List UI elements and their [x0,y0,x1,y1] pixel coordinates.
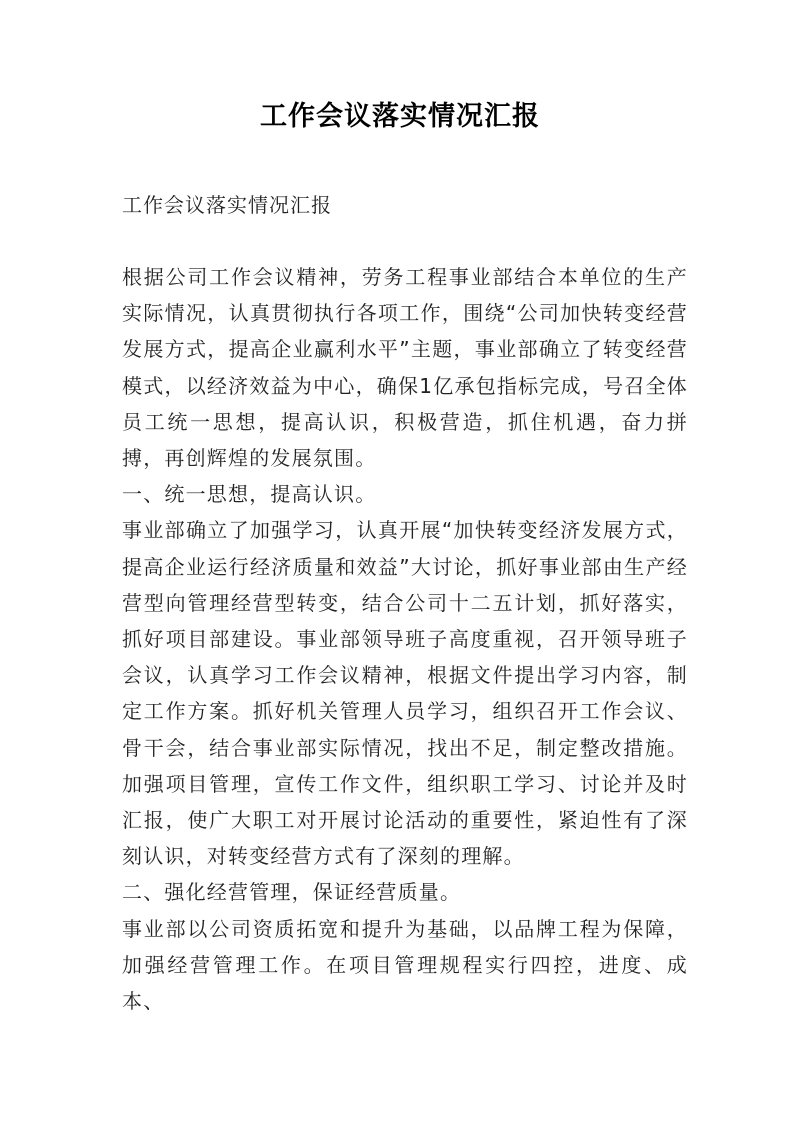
document-subtitle: 工作会议落实情况汇报 [122,193,332,217]
page-title: 工作会议落实情况汇报 [260,101,540,132]
paragraph-section-2: 事业部以公司资质拓宽和提升为基础，以品牌工程为保障，加强经营管理工作。在项目管理规程实行四控，进度、成本、 [122,916,688,1014]
document-body [122,259,688,1019]
section-heading-1: 一、统一思想，提高认识。 [122,482,377,507]
paragraph-intro: 根据公司工作会议精神，劳务工程事业部结合本单位的生产实际情况，认真贯彻执行各项工作，围绕“公司加快转变经营发展方式，提高企业赢利水平”主题，事业部确立了转变经营模式，以经济效益为中心，确保1亿承包指标完成，号召全体员工统一思想，提高认识，积极营造，抓住机遇，奋力拼搏，再创辉煌的发展氛围。 [122,265,688,471]
paragraph-section-1: 事业部确立了加强学习，认真开展“加快转变经济发展方式，提高企业运行经济质量和效益”大讨论，抓好事业部由生产经营型向管理经营型转变，结合公司十二五计划，抓好落实，抓好项目部建设。事业部领导班子高度重视，召开领导班子会议，认真学习工作会议精神，根据文件提出学习内容，制定工作方案。抓好机关管理人员学习，组织召开工作会议、骨干会，结合事业部实际情况，找出不足，制定整改措施。加强项目管理，宣传工作文件，组织职工学习、讨论并及时汇报，使广大职工对开展讨论活动的重要性，紧迫性有了深刻认识，对转变经营方式有了深刻的理解。 [122,518,688,869]
section-heading-2: 二、强化经营管理，保证经营质量。 [122,880,462,905]
